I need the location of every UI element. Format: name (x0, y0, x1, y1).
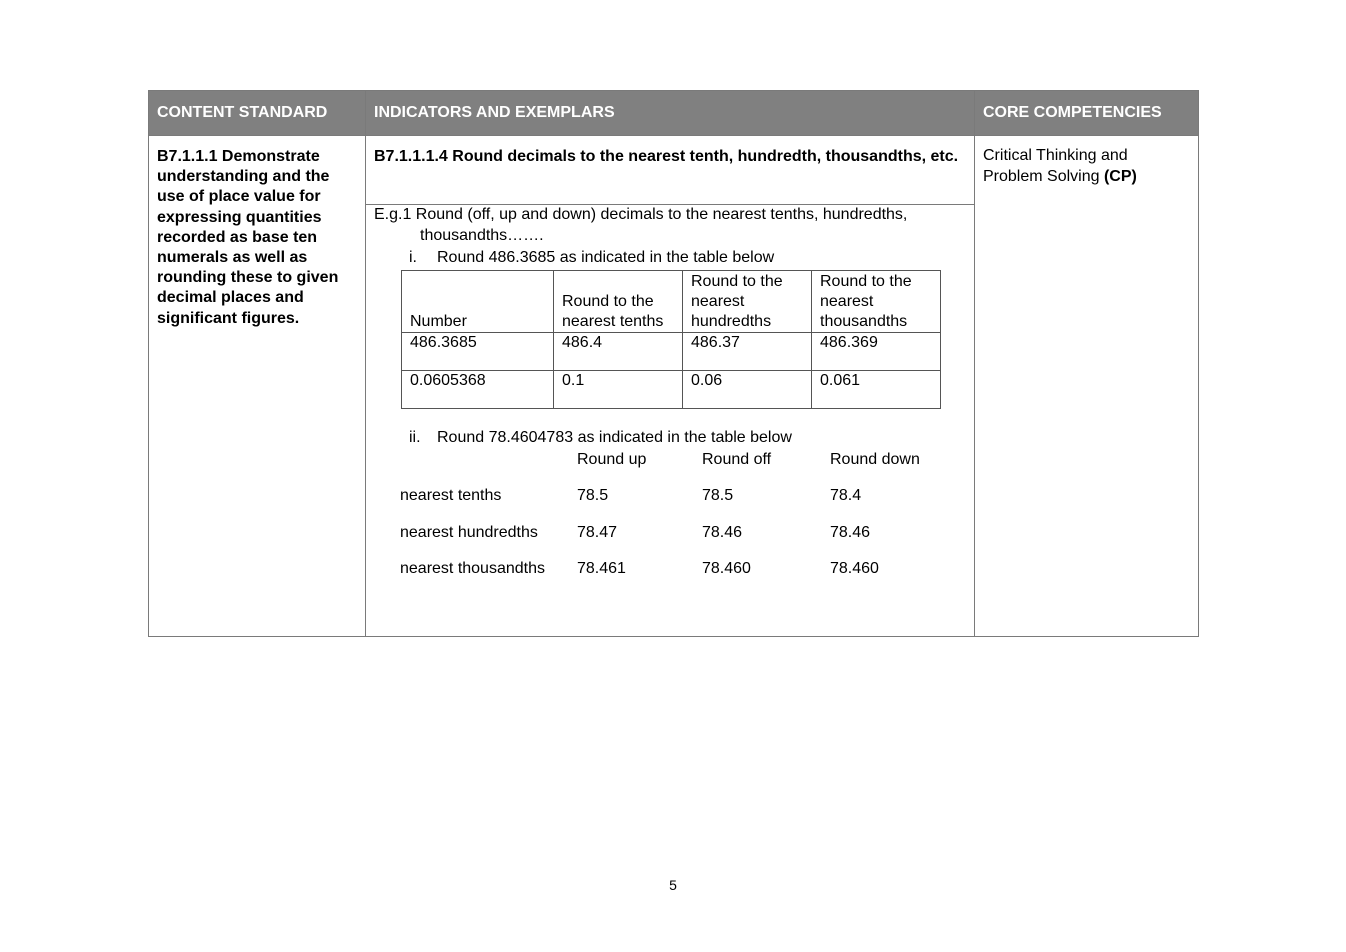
table2-value: 78.46 (830, 524, 871, 541)
item-ii-number: ii. (409, 429, 421, 446)
table-cell: 486.37 (683, 333, 812, 371)
core-competency-text: Critical Thinking and Problem Solving (983, 147, 1128, 185)
table-cell: 0.0605368 (402, 371, 554, 409)
content-row (149, 136, 1199, 637)
table-row (402, 271, 941, 333)
table-cell: 0.1 (554, 371, 683, 409)
table2-value: 78.5 (702, 487, 734, 504)
table-row (402, 333, 941, 371)
table2-value: 78.47 (577, 524, 618, 541)
table2-value: 78.461 (577, 560, 626, 577)
item-i-number: i. (409, 249, 417, 266)
table-header-cell: Round to the nearest tenths (554, 271, 683, 333)
table2-row-label: nearest thousandths (400, 560, 545, 577)
table2-value: 78.460 (702, 560, 751, 577)
page-number: 5 (669, 877, 677, 893)
table-cell: 0.06 (683, 371, 812, 409)
table-cell: 486.369 (812, 333, 941, 371)
header-core-competencies: CORE COMPETENCIES (975, 91, 1199, 136)
table2-value: 78.460 (830, 560, 879, 577)
table-row (402, 371, 941, 409)
example-line-1: E.g.1 Round (off, up and down) decimals to the nearest tenths, hundredths, (374, 206, 908, 223)
example-line-2: thousandths……. (420, 227, 544, 244)
curriculum-table (148, 90, 1199, 637)
table2-row-label: nearest tenths (400, 487, 502, 504)
core-competencies-cell (975, 136, 1199, 637)
header-indicators: INDICATORS AND EXEMPLARS (366, 91, 975, 136)
table-cell: 486.3685 (402, 333, 554, 371)
table-header-cell: Round to the nearest hundredths (683, 271, 812, 333)
rounding-table-1 (401, 270, 941, 409)
table2-header-round-off: Round off (702, 451, 772, 468)
header-content-standard: CONTENT STANDARD (149, 91, 366, 136)
item-ii-text: Round 78.4604783 as indicated in the table below (437, 429, 792, 446)
core-competency-abbr: (CP) (1103, 167, 1137, 185)
indicator-body (366, 205, 974, 636)
indicator-title: B7.1.1.1.4 Round decimals to the nearest tenth, hundredth, thousandths, etc. (366, 136, 974, 205)
indicators-cell (366, 136, 975, 637)
table2-value: 78.4 (830, 487, 862, 504)
table2-value: 78.46 (702, 524, 743, 541)
table2-row-label: nearest hundredths (400, 524, 538, 541)
table2-header-round-down: Round down (830, 451, 920, 468)
table-cell: 0.061 (812, 371, 941, 409)
table-header-cell: Round to the nearest thousandths (812, 271, 941, 333)
table-header-cell: Number (402, 271, 554, 333)
table-cell: 486.4 (554, 333, 683, 371)
header-row (149, 91, 1199, 136)
table2-value: 78.5 (577, 487, 609, 504)
item-i-text: Round 486.3685 as indicated in the table below (437, 249, 775, 266)
table2-header-round-up: Round up (577, 451, 647, 468)
content-standard-cell: B7.1.1.1 Demonstrate understanding and the use of place value for expressing quantities recorded as base ten numerals as well as rounding these to given decimal places and significant figures. (149, 136, 366, 637)
